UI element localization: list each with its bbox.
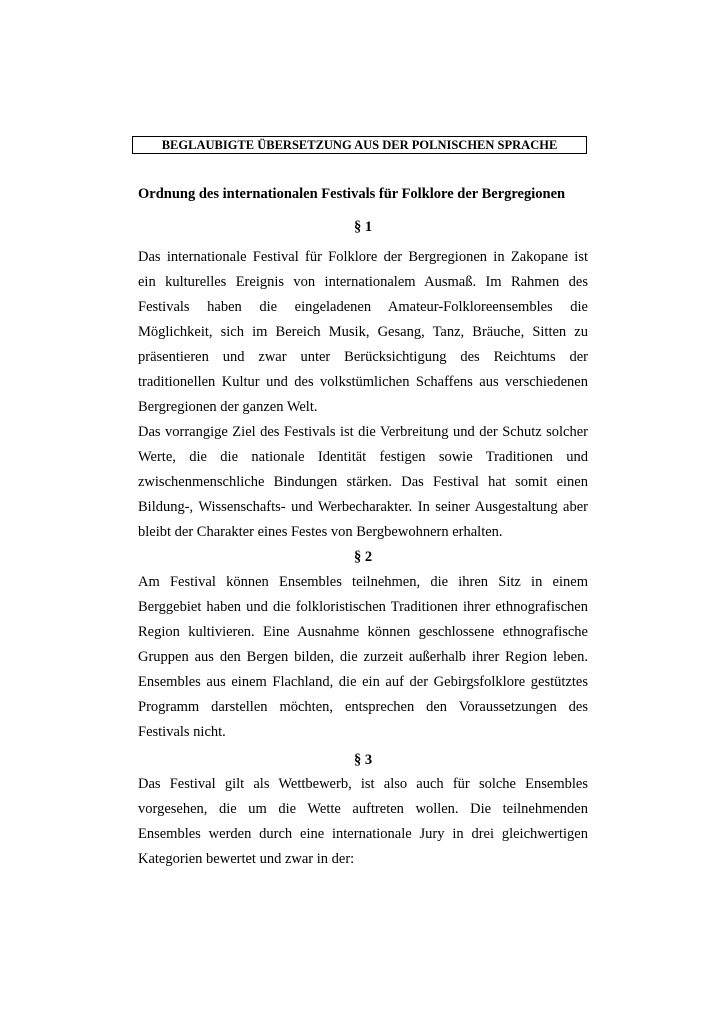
paragraph-line: Kategorien bewertet und zwar in der: [138,851,355,867]
certified-translation-header: BEGLAUBIGTE ÜBERSETZUNG AUS DER POLNISCHEN SPRACHE [132,136,587,154]
paragraph-line: zwischenmenschliche Bindungen stärken. Das Festival hat somit einen [138,474,588,490]
paragraph-line: Das Festival gilt als Wettbewerb, ist also auch für solche Ensembles [138,776,588,792]
paragraph-line: Werte, die die nationale Identität festigen sowie Traditionen und [138,449,588,465]
paragraph-line: Möglichkeit, sich im Bereich Musik, Gesang, Tanz, Bräuche, Sitten zu [138,324,588,340]
paragraph-line: präsentieren und zwar unter Berücksichtigung des Reichtums der [138,349,588,365]
paragraph-line: Ensembles werden durch eine internationale Jury in drei gleichwertigen [138,826,588,842]
paragraph-line: Festivals haben die eingeladenen Amateur-Folkloreensembles die [138,299,588,315]
paragraph-line: traditionellen Kultur und des volkstümlichen Schaffens aus verschiedenen [138,374,588,390]
paragraph-line: bleibt der Charakter eines Festes von Bergbewohnern erhalten. [138,524,503,540]
paragraph-line: Festivals nicht. [138,724,226,740]
paragraph-line: Berggebiet haben und die folkloristischen Traditionen ihrer ethnografischen [138,599,588,615]
paragraph-line: Region kultivieren. Eine Ausnahme können geschlossene ethnografische [138,624,588,640]
paragraph-line: Bergregionen der ganzen Welt. [138,399,318,415]
paragraph-line: Gruppen aus den Bergen bilden, die zurzeit außerhalb ihrer Region leben. [138,649,588,665]
paragraph-line: Programm darstellen möchten, entsprechen den Voraussetzungen des [138,699,588,715]
section-heading-1: § 1 [353,219,373,235]
section-body-2 [138,570,588,745]
document-title: Ordnung des internationalen Festivals für Folklore der Bergregionen [138,186,566,202]
paragraph-line: Bildung-, Wissenschafts- und Werbecharakter. In seiner Ausgestaltung aber [138,499,588,515]
paragraph-line: Am Festival können Ensembles teilnehmen, die ihren Sitz in einem [138,574,588,590]
paragraph-line: Ensembles aus einem Flachland, die ein auf der Gebirgsfolklore gestütztes [138,674,588,690]
section-heading-2: § 2 [353,549,373,565]
paragraph-line: Das internationale Festival für Folklore der Bergregionen in Zakopane ist [138,249,588,265]
section-body-3 [138,772,588,872]
paragraph-line: Das vorrangige Ziel des Festivals ist die Verbreitung und der Schutz solcher [138,424,588,440]
section-heading-3: § 3 [353,752,373,768]
paragraph-line: vorgesehen, die um die Wette auftreten wollen. Die teilnehmenden [138,801,588,817]
paragraph-line: ein kulturelles Ereignis von internationalem Ausmaß. Im Rahmen des [138,274,588,290]
section-body-1 [138,245,588,545]
